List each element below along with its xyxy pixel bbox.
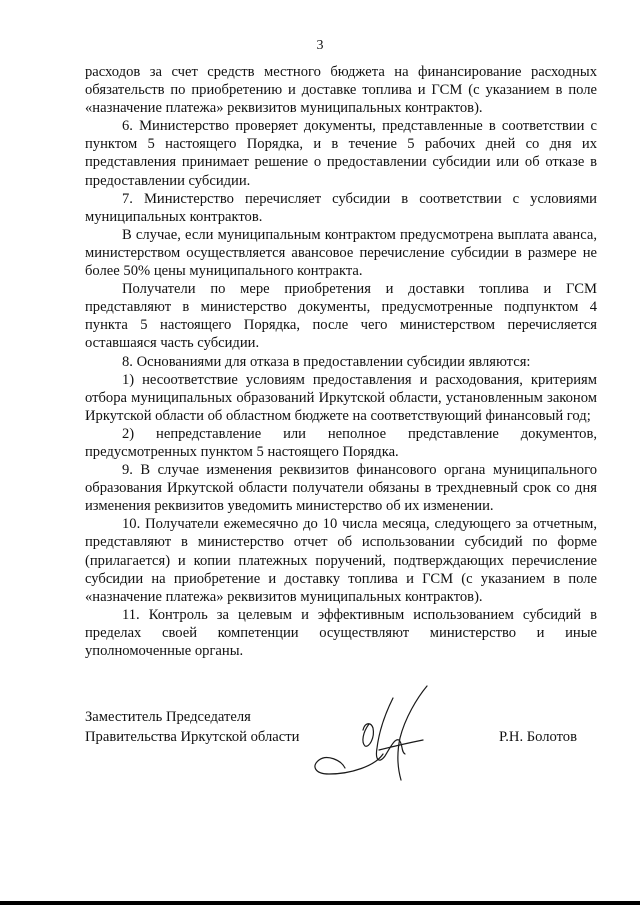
paragraph-item-7: 7. Министерство перечисляет субсидии в соответствии с условиями муниципальных контрактов. [85,190,597,225]
paragraph-item-11: 11. Контроль за целевым и эффективным использованием субсидий в пределах своей компетенции осуществляют министерство и иные уполномоченные органы. [85,606,597,659]
signer-title-line-2: Правительства Иркутской области [85,729,300,745]
paragraph-item-9: 9. В случае изменения реквизитов финансового органа муниципального образования Иркутской области получатели обязаны в трехдневный срок со дня изменения реквизитов уведомить министерство об их изменении. [85,462,597,515]
page-bottom-edge [0,901,640,905]
paragraph-item-8-1: 1) несоответствие условиям предоставления и расходования, критериям отбора муниципальных образований Иркутской области, установленным законом Иркутской области об областном бюджете на соответствующий финансовый год; [85,371,597,424]
paragraph-continuation: расходов за счет средств местного бюджета на финансирование расходных обязательств по приобретению и доставке топлива и ГСМ (с указанием в поле «назначение платежа» реквизитов муниципальных контрактов). [85,64,597,117]
document-body [85,63,597,660]
paragraph-item-8-2: 2) непредставление или неполное представление документов, предусмотренных пунктом 5 настоящего Порядка. [85,425,597,460]
paragraph-advance-payment: В случае, если муниципальным контрактом предусмотрена выплата аванса, министерством осуществляется авансовое перечисление субсидии в размере не более 50% цены муниципального контракта. [85,226,597,280]
signer-title-line-1: Заместитель Председателя [85,709,251,725]
handwritten-signature [305,680,445,790]
paragraph-item-10: 10. Получатели ежемесячно до 10 числа месяца, следующего за отчетным, представляют в министерство отчет об использовании субсидий по форме (прилагается) и копии платежных поручений, подтверждающих перечисление субсидии на приобретение и доставку топлива и ГСМ (с указанием в поле «назначение платежа» реквизитов муниципальных контрактов). [85,516,597,605]
paragraph-remaining-subsidy: Получатели по мере приобретения и доставки топлива и ГСМ представляют в министерство документы, предусмотренные подпунктом 4 пункта 5 настоящего Порядка, после чего министерством перечисляется оставшаяся часть субсидии. [85,281,597,352]
signer-name: Р.Н. Болотов [498,729,577,745]
paragraph-item-6: 6. Министерство проверяет документы, представленные в соответствии с пунктом 5 настоящего Порядка, и в течение 5 рабочих дней со дня их представления принимает решение о предоставлении субсидии или об отказе в предоставлении субсидии. [85,118,597,189]
paragraph-item-8: 8. Основаниями для отказа в предоставлении субсидии являются: [122,353,531,370]
page-number: 3 [316,38,324,53]
